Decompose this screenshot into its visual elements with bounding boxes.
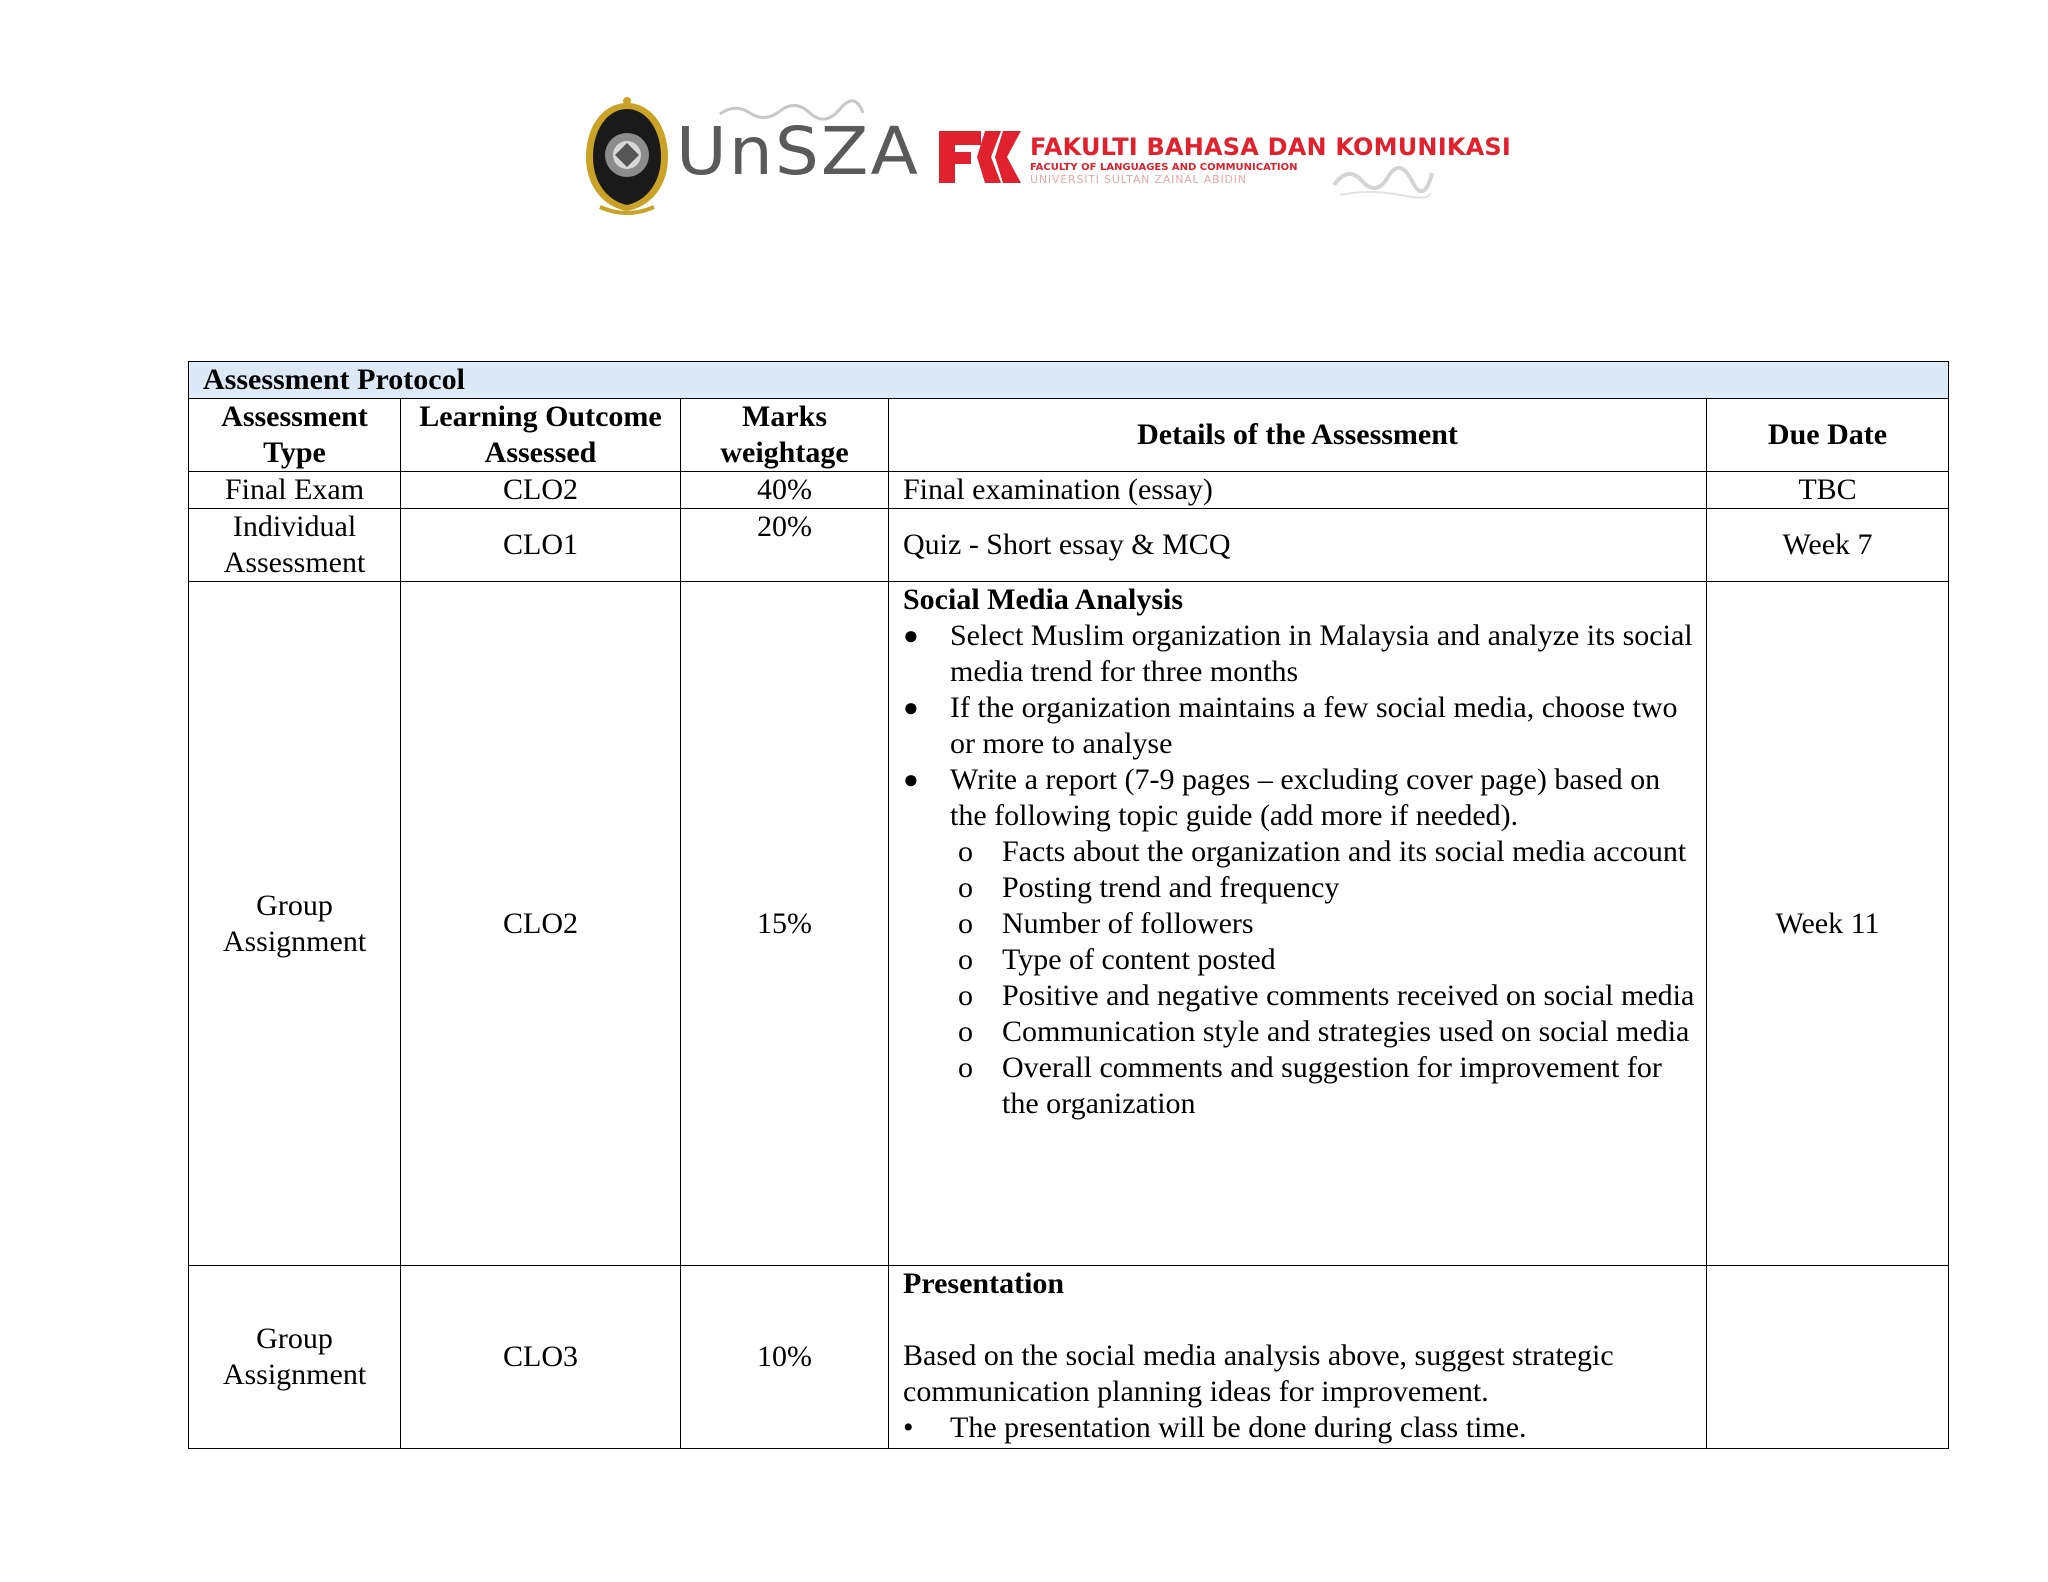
cell-details: Final examination (essay): [889, 472, 1707, 509]
cell-outcome: CLO2: [401, 582, 681, 1266]
university-name: UNIVERSITI SULTAN ZAINAL ABIDIN: [1030, 173, 1247, 186]
cell-details: Quiz - Short essay & MCQ: [889, 509, 1707, 582]
cell-marks: 15%: [681, 582, 889, 1266]
cell-marks: 10%: [681, 1266, 889, 1449]
table-row: [189, 472, 1949, 509]
header-due-date: Due Date: [1707, 399, 1949, 472]
cell-marks: 20%: [681, 509, 889, 582]
details-text: Based on the social media analysis above, suggest strategic communication planning ideas for improvement.: [903, 1339, 1614, 1408]
unisza-seal-icon: [580, 95, 675, 215]
cell-type: Group Assignment: [189, 1266, 401, 1449]
table-title: Assessment Protocol: [189, 362, 1949, 399]
table-row: [189, 509, 1949, 582]
cell-due: Week 11: [1707, 582, 1949, 1266]
cell-marks: 40%: [681, 472, 889, 509]
table-row: [189, 582, 1949, 1266]
list-item: o Facts about the organization and its social media account: [903, 834, 1698, 870]
cell-due: Week 7: [1707, 509, 1949, 582]
list-item: • The presentation will be done during class time.: [903, 1410, 1698, 1446]
faculty-logo-icon: [937, 125, 1025, 187]
cell-type: Final Exam: [189, 472, 401, 509]
list-item: ● Select Muslim organization in Malaysia and analyze its social media trend for three months: [903, 618, 1698, 690]
cell-outcome: CLO2: [401, 472, 681, 509]
cell-due: TBC: [1707, 472, 1949, 509]
table-row: [189, 1266, 1949, 1449]
faculty-name-english: FACULTY OF LANGUAGES AND COMMUNICATION: [1030, 162, 1298, 173]
details-sub-list: [903, 834, 1698, 1122]
list-item: o Number of followers: [903, 906, 1698, 942]
details-title: Presentation: [903, 1267, 1065, 1300]
header-logos: [580, 95, 1512, 225]
list-item: o Type of content posted: [903, 942, 1698, 978]
details-title: Social Media Analysis: [903, 583, 1184, 616]
header-assessment-type: Assessment Type: [189, 399, 401, 472]
list-item: o Communication style and strategies used on social media: [903, 1014, 1698, 1050]
faculty-text-block: [1030, 133, 1511, 186]
faculty-name: FAKULTI BAHASA DAN KOMUNIKASI: [1030, 133, 1512, 161]
cell-details: [889, 1266, 1707, 1449]
cell-details: [889, 582, 1707, 1266]
cell-type: Individual Assessment: [189, 509, 401, 582]
list-item: ● If the organization maintains a few social media, choose two or more to analyse: [903, 690, 1698, 762]
list-item: o Posting trend and frequency: [903, 870, 1698, 906]
cell-outcome: CLO1: [401, 509, 681, 582]
assessment-protocol-table: [188, 361, 1949, 1449]
list-item: o Positive and negative comments received on social media: [903, 978, 1698, 1014]
details-bullet-list: [903, 618, 1698, 834]
details-bullet-list: [903, 1410, 1698, 1446]
list-item: ● Write a report (7-9 pages – excluding cover page) based on the following topic guide (add more if needed).: [903, 762, 1698, 834]
cell-due: [1707, 1266, 1949, 1449]
faculty-calligraphy-icon: [1330, 155, 1435, 200]
header-learning-outcome: Learning Outcome Assessed: [401, 399, 681, 472]
cell-outcome: CLO3: [401, 1266, 681, 1449]
header-details: Details of the Assessment: [889, 399, 1707, 472]
header-marks-weightage: Marks weightage: [681, 399, 889, 472]
cell-type: Group Assignment: [189, 582, 401, 1266]
list-item: o Overall comments and suggestion for improvement for the organization: [903, 1050, 1698, 1122]
unisza-wordmark: UnSZA: [676, 113, 921, 190]
